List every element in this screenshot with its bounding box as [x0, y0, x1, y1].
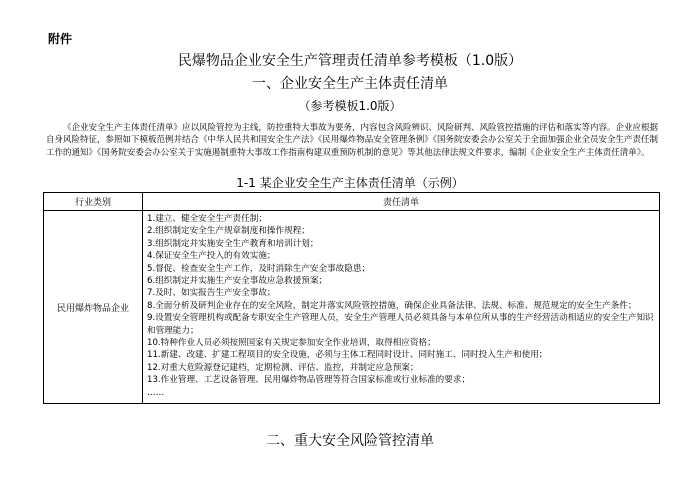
section2-heading: 二、重大安全风险管控清单 [266, 433, 434, 449]
list-item: 12.对重大危险源登记建档，定期检测、评估、监控，并制定应急预案； [147, 362, 419, 373]
section1-heading: 一、企业安全生产主体责任清单 [252, 76, 448, 92]
list-item: 2.组织制定安全生产规章制度和操作规程； [147, 226, 310, 237]
list-item: 5.督促、检查安全生产工作，及时消除生产安全事故隐患； [147, 263, 371, 274]
list-item: 13.作业管理、工艺设备管理、民用爆炸物品管理等符合国家标准或行业标准的要求； [147, 375, 471, 386]
list-item: 1.建立、健全安全生产责任制； [147, 214, 267, 224]
list-item: 9.设置安全管理机构或配备专职安全生产管理人员，安全生产管理人员必须具备与本单位所从事的生产经营活动相适应的安全生产知识和管理能力； [147, 313, 654, 336]
section1-subtitle: （参考模板1.0版） [298, 99, 402, 113]
responsibility-items-cell [143, 211, 660, 404]
category-cell: 民用爆炸物品企业 [44, 211, 143, 404]
list-item: 10.特种作业人员必须按照国家有关规定参加安全作业培训，取得相应资格； [147, 338, 436, 349]
table-caption: 1-1 某企业安全生产主体责任清单（示例） [236, 176, 464, 190]
table-header-row [44, 193, 660, 211]
intro-paragraph: 《企业安全生产主体责任清单》应以风险管控为主线，防控重特大事故为要务，内容包含风险辨识、风险研判、风险管控措施的评估和落实等内容。企业应根据自身风险特征，参照如下模板范例并结合《中华人民共和国安全生产法》《民用爆炸物品安全管理条例》《国务院安委会办公室关于全面加强企业全员安全生产责任制工作的通知》《国务院安委会办公室关于实施遏制重特大事故工作指南构建双重预防机制的意见》等其他法律法规文件要求，编制《企业安全生产主体责任清单》。 [46, 122, 659, 159]
list-item: 4.保证安全生产投入的有效实施； [147, 251, 276, 262]
list-item: 3.组织制定并实施安全生产教育和培训计划； [147, 238, 319, 249]
attachment-label: 附件 [48, 32, 73, 46]
table-row [44, 211, 660, 404]
document-title: 民爆物品企业安全生产管理责任清单参考模板（1.0版） [177, 53, 523, 69]
header-responsibility-list: 责任清单 [143, 193, 660, 211]
list-item: 11.新建、改建、扩建工程项目的安全设施，必须与主体工程同时设计、同时施工、同时投入生产和使用； [147, 350, 548, 361]
list-item: …… [147, 387, 165, 398]
responsibility-table [43, 192, 660, 404]
list-item: 6.组织制定并实施生产安全事故应急救援预案； [147, 276, 328, 287]
list-item: 8.全面分析及研判企业存在的安全风险，制定并落实风险管控措施，确保企业具备法律、法规、标准、规范规定的安全生产条件； [147, 300, 637, 311]
header-category: 行业类别 [44, 193, 143, 211]
list-item: 7.及时、如实报告生产安全事故； [147, 288, 276, 299]
